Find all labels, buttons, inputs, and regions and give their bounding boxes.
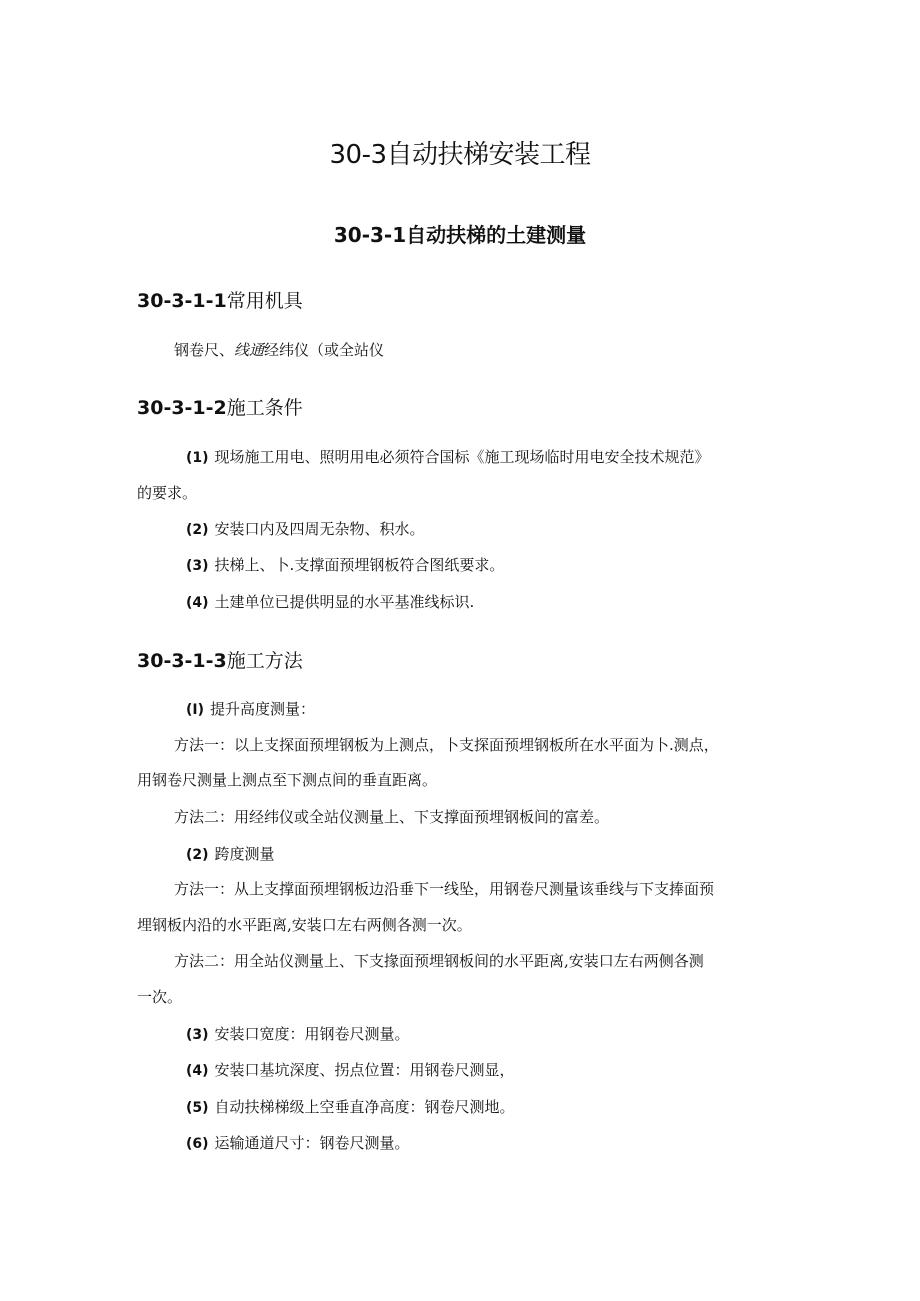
method-paragraph <box>174 736 824 754</box>
item-number: (4) <box>186 1063 209 1079</box>
tools-text-a: 钢卷尺、 <box>174 341 235 359</box>
item-number: (I) <box>186 702 205 718</box>
section-heading-methods <box>137 648 303 674</box>
method-item <box>186 700 836 719</box>
method-item <box>186 1025 836 1044</box>
condition-item-continuation <box>137 484 787 502</box>
section-number: 30-3-1-1 <box>137 290 227 312</box>
section-number: 30-3-1-3 <box>137 650 227 672</box>
paragraph-text: 方法一：从上支撑面预埋钢板边沿垂下一线坠，用钢卷尺测量该垂线与下支捧面预 <box>174 880 715 898</box>
item-text: 自动扶梯梯级上空垂直净高度：钢卷尺测地。 <box>214 1098 515 1116</box>
method-item <box>186 1098 836 1117</box>
item-text: 运输通道尺寸：钢卷尺测量。 <box>214 1134 410 1152</box>
method-paragraph-continuation <box>137 916 787 934</box>
method-paragraph <box>174 952 824 970</box>
method-paragraph <box>174 880 824 898</box>
section-number: 30-3-1-2 <box>137 397 227 419</box>
item-number: (3) <box>186 1027 209 1043</box>
paragraph-text: 一次。 <box>137 988 183 1006</box>
item-text: 安装口宽度：用钢卷尺测量。 <box>214 1025 410 1043</box>
tools-text-b: 线通 <box>234 341 265 359</box>
document-subtitle: 30-3-1自动扶梯的土建测量 <box>333 223 587 247</box>
item-number: (2) <box>186 522 209 538</box>
item-number: (1) <box>186 450 209 466</box>
item-text: 提升高度测量： <box>210 700 316 718</box>
paragraph-text: 方法一：以上支探面预埋钢板为上测点，卜支探面预埋钢板所在水平面为卜.测点， <box>174 736 719 754</box>
condition-item <box>186 520 836 539</box>
method-paragraph-continuation <box>137 988 787 1006</box>
method-item <box>186 845 836 864</box>
tools-paragraph <box>174 341 824 359</box>
method-item <box>186 1061 836 1080</box>
condition-item <box>186 593 836 612</box>
condition-item <box>186 556 836 575</box>
section-label: 施工方法 <box>226 650 303 672</box>
method-paragraph-continuation <box>137 771 787 789</box>
section-heading-conditions <box>137 395 303 421</box>
condition-item <box>186 448 836 467</box>
item-text: 现场施工用电、照明用电必须符合国标《施工现场临时用电安全技术规范》 <box>214 448 710 466</box>
section-label: 施工条件 <box>226 397 303 419</box>
tools-text-c: 经纬仪（或全站仪 <box>264 341 385 359</box>
item-text: 跨度测量 <box>214 845 275 863</box>
paragraph-text: 方法二：用经纬仪或全站仪测量上、下支撑面预埋钢板间的富差。 <box>174 808 610 826</box>
method-paragraph <box>174 808 824 826</box>
item-number: (4) <box>186 595 209 611</box>
section-label: 常用机具 <box>226 290 303 312</box>
item-text: 土建单位已提供明显的水平基准线标识. <box>214 593 475 611</box>
item-number: (6) <box>186 1136 209 1152</box>
item-number: (2) <box>186 847 209 863</box>
item-text: 安装口基坑深度、拐点位置：用钢卷尺测显， <box>214 1061 515 1079</box>
item-text: 安装口内及四周无杂物、积水。 <box>214 520 425 538</box>
paragraph-text: 埋钢板内沿的水平距离,安装口左右两侧各测一次。 <box>137 916 472 934</box>
item-number: (3) <box>186 558 209 574</box>
item-text: 的要求。 <box>137 484 198 502</box>
item-number: (5) <box>186 1100 209 1116</box>
document-title: 30-3自动扶梯安装工程 <box>329 140 591 170</box>
paragraph-text: 用钢卷尺测量上测点至下测点间的垂直距离。 <box>137 771 438 789</box>
item-text: 扶梯上、卜.支撑面预埋钢板符合图纸要求。 <box>214 556 505 574</box>
section-heading-tools <box>137 288 303 314</box>
method-item <box>186 1134 836 1153</box>
paragraph-text: 方法二：用全站仪测量上、下支掾面预埋钢板间的水平距离,安装口左右两侧各测 <box>174 952 704 970</box>
